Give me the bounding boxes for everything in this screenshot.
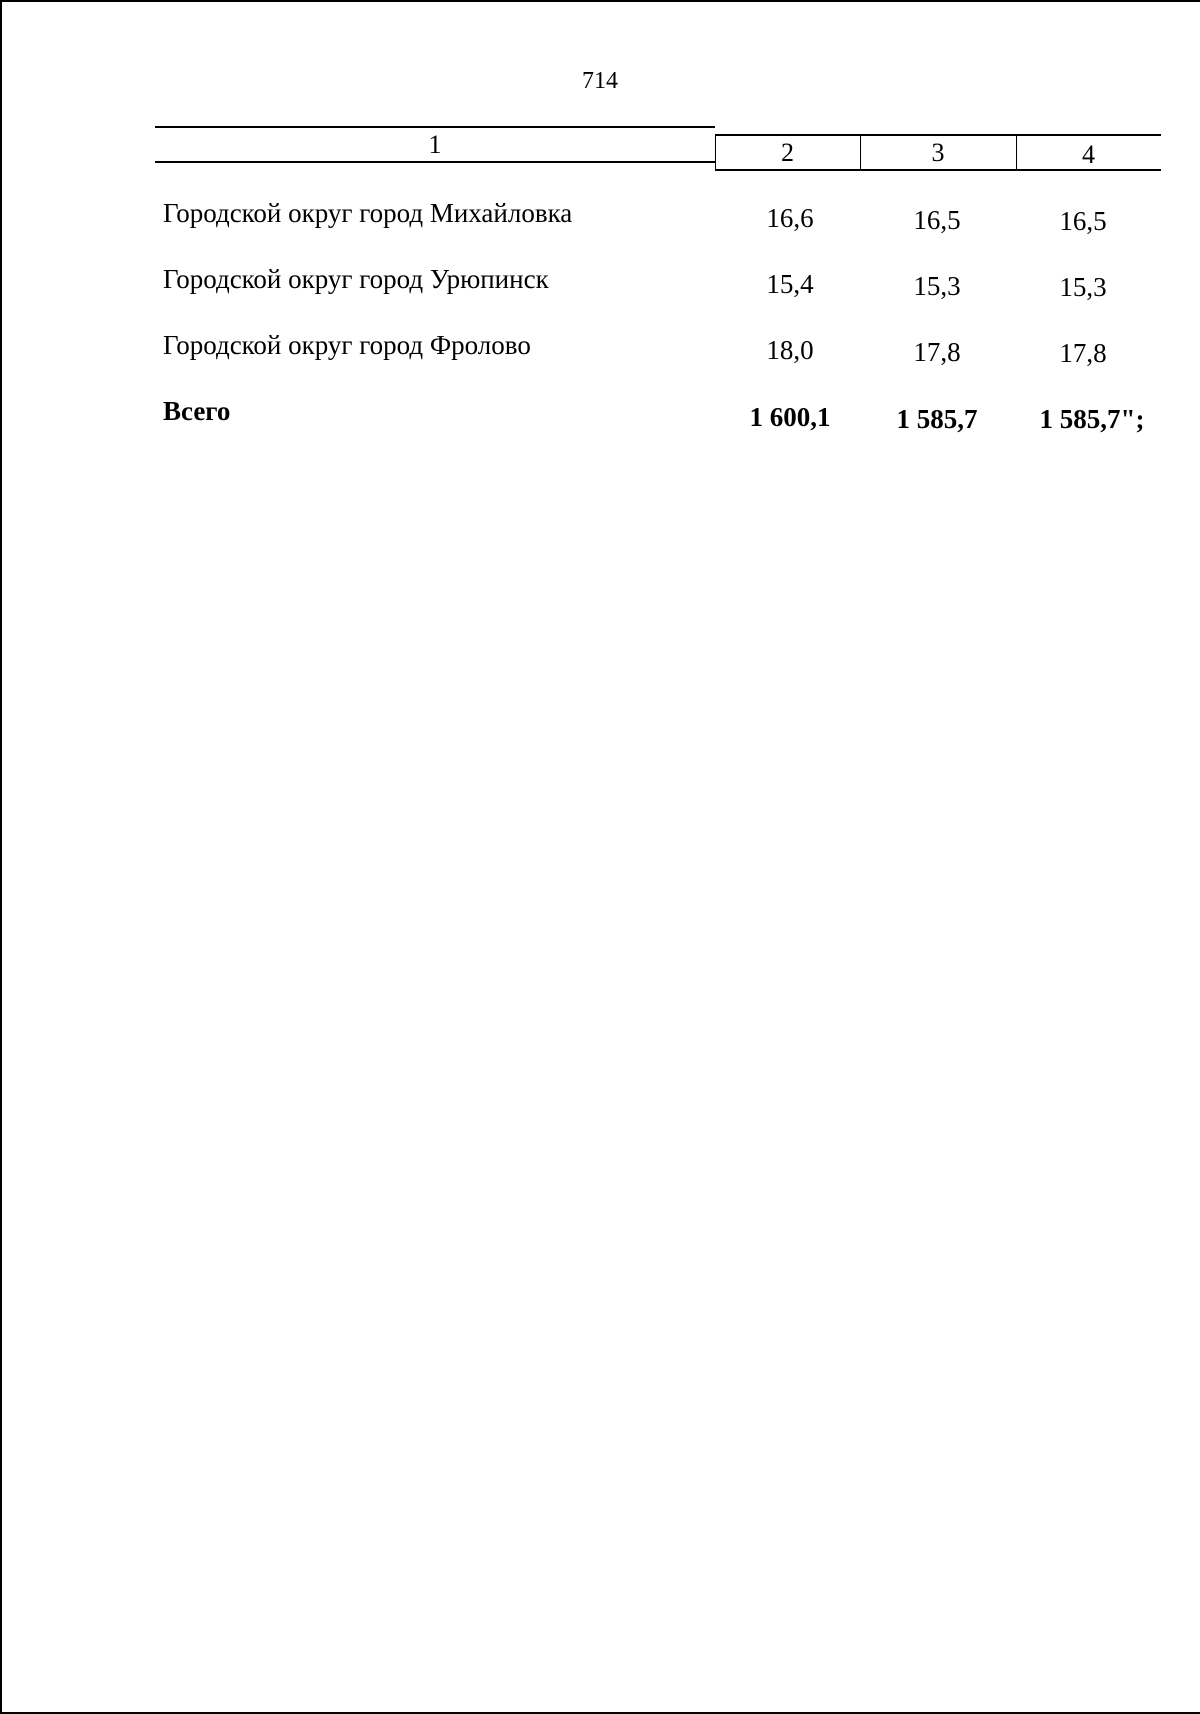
scan-edge-top [0,0,1200,2]
row-value-col-3: 17,8 [913,337,961,367]
total-value-col-4: 1 585,7"; [1039,404,1145,434]
row-value-col-2: 15,4 [766,269,814,299]
header-bottom-rule-left [155,161,715,163]
row-value-col-4: 16,5 [1059,206,1107,236]
row-label: Городской округ город Урюпинск [163,264,549,294]
header-col-1: 1 [428,130,442,159]
header-top-rule-left [155,126,715,128]
header-col-3: 3 [931,138,945,167]
row-value-col-2: 18,0 [766,335,814,365]
header-col-2: 2 [781,138,794,167]
row-value-col-4: 15,3 [1059,272,1107,302]
row-value-col-3: 16,5 [913,205,961,235]
row-value-col-3: 15,3 [913,271,961,301]
total-label: Всего [163,396,231,426]
header-top-rule-right [715,134,1161,136]
total-value-col-2: 1 600,1 [749,402,831,432]
page-number: 714 [582,68,618,94]
total-value-col-3: 1 585,7 [896,404,978,434]
row-value-col-4: 17,8 [1059,338,1107,368]
scan-edge-left [0,0,2,1714]
row-value-col-2: 16,6 [766,203,814,233]
row-label: Городской округ город Михайловка [163,198,573,228]
row-label: Городской округ город Фролово [163,330,531,360]
header-col-4: 4 [1082,140,1095,169]
